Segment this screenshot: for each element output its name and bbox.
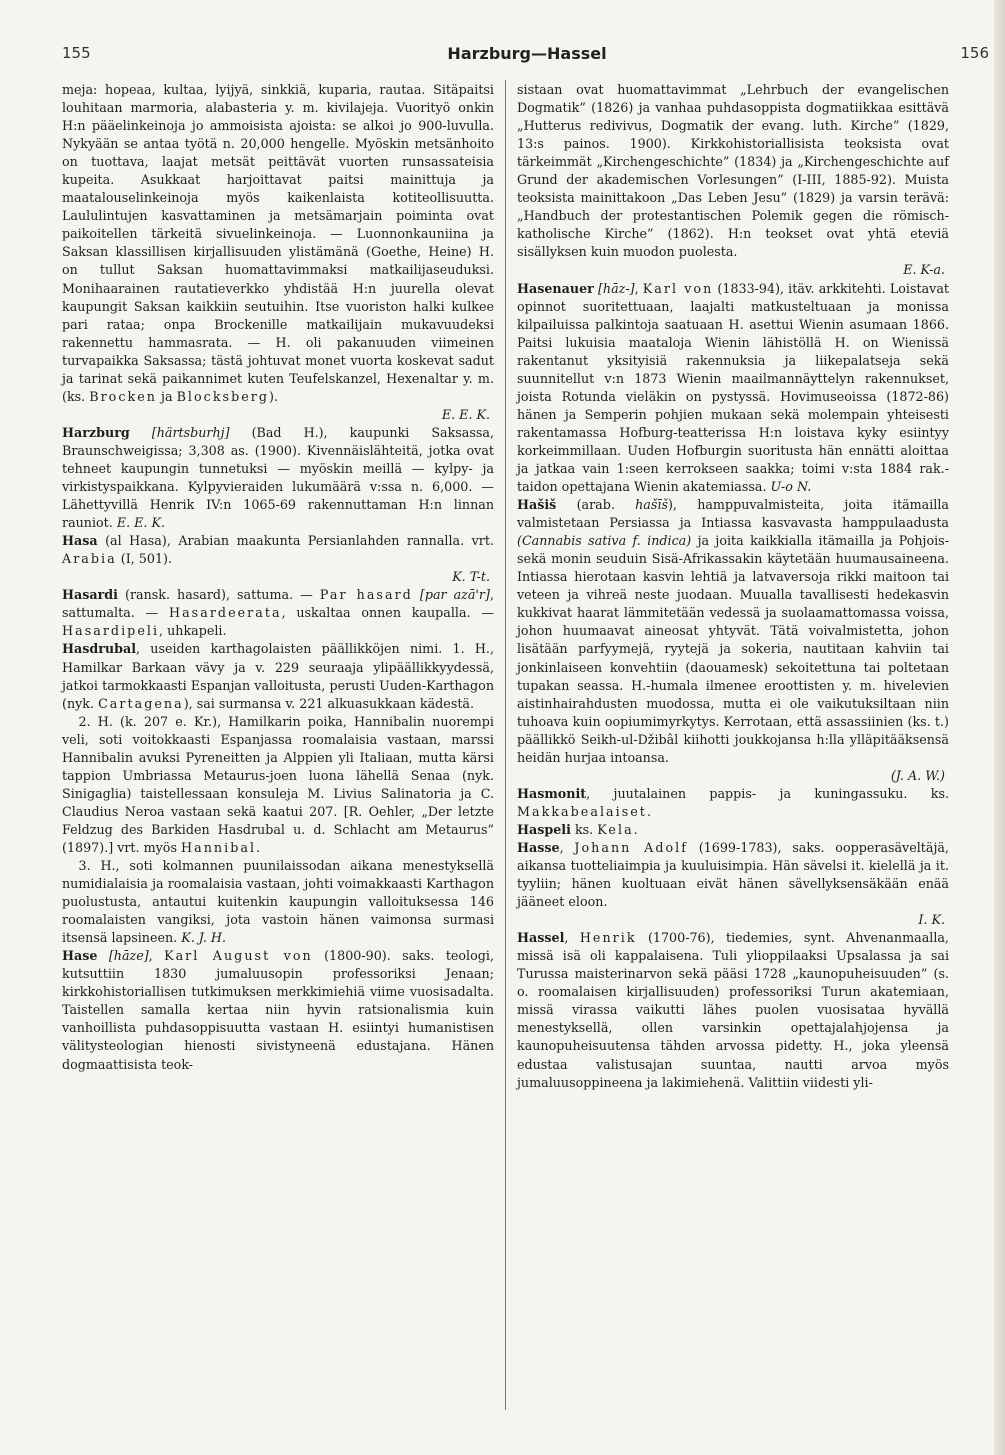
headword: Hasardi — [62, 587, 118, 603]
author-signature: E. E. K. — [116, 515, 166, 531]
entry-hasse: Hasse, Johann Adolf (1699-1783), saks. oopperasäveltäjä, aikansa tuotteliaimpia ja kuuluisimpia. Hän sävelsi it. kielellä ja it. tyyliin; hänen kuoltuaan eivät hänen sävellyksensäkään enää jääneet eloon. — [517, 839, 949, 910]
page-edge — [994, 0, 1005, 1455]
entry-hassel: Hassel, Henrik (1700-76), tiedemies, synt. Ahvenanmaalla, missä isä oli kappalaisena. Tuli ylioppilaaksi Upsalassa ja sai Turussa maisterinarvon sekä pääsi 1728 „kaunopuheisuuden” (s. o. roomalaisen kirjallisuuden) professoriksi Turun akatemiaan, missä virassa vaikutti lähes puolen vuosisataa hyvällä menestyksellä, ollen varsinkin opettajalahjojensa ja kaunopuheisuutensa tähden arvossa pidetty. H., joka yleensä edustaa valistusajan suuntaa, nautti arvoa myös jumaluusoppineena ja lakimiehenä. Valittiin viidesti yli- — [517, 930, 949, 1090]
headword: Hasenauer — [517, 280, 594, 296]
left-column — [62, 81, 494, 1074]
column-divider — [505, 80, 506, 1410]
headword: Hašiš — [517, 497, 557, 513]
page-number-right: 156 — [960, 44, 989, 62]
headword: Harzburg — [62, 424, 130, 440]
headword: Hasa — [62, 533, 98, 549]
entry-hasis: Hašiš (arab. hašīš), hamppuvalmisteita, joita itämailla valmistetaan Persiassa ja Intiassa kasvavasta hamppulaadusta (Cannabis sativa f. indica) ja joita kaikkialla itämailla ja Pohjois- sekä monin seuduin Sisä-Afrikassakin käytetään huumausaineena. Intiassa hierotaan kasvin lehtiä ja latvaversoja rikki maitoon tai veteen ja vihreä neste juodaan. Muualla tavallisesti hedekasvin kukkivat haarat lämmitetään vedessä ja suolaamattomassa voissa, johon huumaavat aineosat yhtyvät. Tätä voivalmistetta, johon lisätään parfyymejä, ryytejä ja sokeria, nautitaan kahviin tai jonkinlaiseen konvehtiin (daouamesk) sekoitettuna tai poltetaan tupakan seassa. H.-humala ilmenee eroottisten y. m. hivelevien aistinhairahdusten muodossa, mutta ei ole vaikutuksiltaan niin tuhoava kuin oopiumimyrkytys. Kerrotaan, että assassiinien (ks. t.) päällikkö Seikh-ul-Džibâl kiihotti joukkojansa h:lla ylläpitääksensä heidän hurjaa intoansa. — [517, 497, 949, 765]
running-title: Harzburg—Hassel — [447, 44, 607, 63]
page-number-left: 155 — [62, 44, 91, 62]
author-signature: I. K. — [918, 912, 945, 928]
entry-hasdrubal: Hasdrubal, useiden karthagolaisten päällikköjen nimi. 1. H., Hamilkar Barkaan vävy ja v. 229 seuraaja ylipäällikkyydessä, jatkoi tarmokkaasti Espanjan valloitusta, perusti Uuden-Karthagon (nyk. Cartagena), sai surmansa v. 221 alkuasukkaan kädestä. — [62, 641, 494, 711]
entry-hasdrubal-3: 3. H., soti kolmannen puunilaissodan aikana menestyksellä numidialaisia ja roomalaisia vastaan, johti voimakkaasti Karthagon puolustusta, antautui kuitenkin kaupungin valloituksessa 146 roomalaisten vangiksi, jota vastoin hänen vaimonsa surmasi itsensä lapsineen. K. J. H. — [62, 858, 494, 946]
headword: Haspeli — [517, 821, 571, 837]
harz-continuation: meja: hopeaa, kultaa, lyijyä, sinkkiä, kuparia, rautaa. Sitäpaitsi louhitaan marmoria, alabasteria y. m. kivilajeja. Vuorityö onkin H:n pääelinkeinoja jo ammoisista ajoista: se alkoi jo 900-luvulla. Nykyään se antaa työtä n. 20,000 hengelle. Myöskin metsänhoito on tuottava, laajat metsät peittävät vuorten runsassateisia kupeita. Asukkaat harjoittavat paitsi mainittuja ja maatalouselinkeinoja myös kaikenlaista kotiteollisuutta. Laululintujen kasvattaminen ja metsämarjain poiminta ovat paikoitellen tärkeitä sivuelinkeinoja. — Luonnonkauniina ja Saksan klassillisen kirjallisuuden ylistämänä (Goethe, Heine) H. on tullut Saksan huomattavimmaksi matkailijaseuduksi. Monihaarainen rautatieverkko yhdistää H:n juurella olevat kaupungit Saksan kaikkiin seutuihin. Itse vuoriston halki kulkee pari rataa; onpa Brockenille matkailijain mukavuudeksi rakennettu hammasrata. — H. oli pakanuuden viimeinen turvapaikka Saksassa; tästä johtuvat monet vuorta koskevat sadut ja tarinat sekä paikannimet kuten Teufelskanzel, Hexenaltar y. m. (ks. Brocken ja Blocksberg). — [62, 82, 494, 404]
headword: Hasse — [517, 839, 560, 855]
headword: Hasmonit — [517, 785, 587, 801]
author-signature: K. T-t. — [452, 569, 490, 585]
entry-hasardi: Hasardi (ransk. hasard), sattuma. — Par hasard [par azā'r], sattumalta. — Hasardeerata, uskaltaa onnen kaupalla. — Hasardipeli, uhkapeli. — [62, 587, 494, 639]
headword: Hassel — [517, 930, 565, 946]
headword: Hase — [62, 948, 98, 964]
entry-hasmonit: Hasmonit, juutalainen pappis- ja kuningassuku. ks. Makkabealaiset. — [517, 785, 949, 819]
headword: Hasdrubal — [62, 641, 137, 657]
entry-hase: Hase [hāze], Karl August von (1800-90). saks. teologi, kutsuttiin 1830 jumaluusopin professoriksi Jenaan; kirkkohistoriallisen tutkimuksen merkkimiehiä viime vuosisadalta. Taistellen samalla kertaa niin hyvin ratsionalismia kuin vanhoillista puhdasoppisuutta vastaan H. esiintyi humanistisen välitysteologian hienosti sivistyneenä edustajana. Hänen dogmaattisista teok- — [62, 948, 494, 1072]
author-signature: (J. A. W.) — [890, 767, 945, 783]
entry-hasdrubal-2: 2. H. (k. 207 e. Kr.), Hamilkarin poika, Hannibalin nuorempi veli, soti voitokkaasti Espanjassa roomalaisia vastaan, marssi Hannibalin avuksi Pyreneitten ja Alppien yli Italiaan, mutta kärsi tappion Umbriassa Metaurus-joen luona lähellä Senaa (nyk. Sinigaglia) taistellessaan konsuleja M. Livius Salinatoria ja C. Claudius Neroa vastaan sekä kaatui 207. [R. Oehler, „Der letzte Feldzug des Barkiden Hasdrubal u. d. Schlacht am Metaurus” (1897).] vrt. myös Hannibal. — [62, 713, 494, 855]
right-column — [517, 81, 949, 1092]
entry-harzburg: Harzburg [härtsburhj] (Bad H.), kaupunki Saksassa, Braunschweigissa; 3,308 as. (1900). Kivennäislähteitä, jotka ovat tehneet kaupungin tunnetuksi — myöskin meillä — kylpy- ja virkistyspaikkana. Kylpyvieraiden lukumäärä v:ssa n. 6,000. — Lähettyvillä Henrik IV:n 1065-69 rakennuttaman H:n linnan rauniot. E. E. K. — [62, 424, 494, 531]
author-signature: E. K-a. — [903, 262, 945, 278]
entry-hasenauer: Hasenauer [hāz-], Karl von (1833-94), itäv. arkkitehti. Loistavat opinnot suoritettuaan, laajalti matkusteltuaan ja monissa kilpailuissa palkintoja saatuaan H. asettui Wienin asumaan 1866. Paitsi lukuisia maataloja Wienin lähistöllä H. on Wienissä rakentanut yksityisiä rakennuksia ja liikepalatseja sekä suunnitellut v:n 1873 Wienin maailmannäyttelyn rakennukset, joista Rotunda vieläkin on pystyssä. Hovimuseoissa (1872-86) hänen ja Semperin pohjien mukaan sekä molempain yhteisesti rakentamassa Hofburg-teatterissa H:n loistava kyky esiintyy korkeimmillaan. Uuden Hofburgin suoritusta hän ennätti aloittaa ja jatkaa vain 1:seen kerrokseen saakka; toimi v:sta 1884 rak.-taidon opettajana Wienin akatemiassa. U-o N. — [517, 280, 949, 495]
page-header — [62, 44, 992, 68]
author-signature: U-o N. — [770, 479, 812, 495]
entry-haspeli: Haspeli ks. Kela. — [517, 821, 638, 837]
hase-continuation: sistaan ovat huomattavimmat „Lehrbuch der evangelischen Dogmatik” (1826) ja vanhaa puhdasoppista dogmatiikkaa esittävä „Hutterus redivivus, Dogmatik der evang. luth. Kirche” (1829, 13:s painos. 1900). Kirkkohistoriallisista teoksista ovat tärkeimmät „Kirchengeschichte” (1834) ja „Kirchengeschichte auf Grund der akademischen Vorlesungen” (I-III, 1885-92). Muista teoksista mainittakoon „Das Leben Jesu” (1829) ja varsin terävä: „Handbuch der protestantischen Polemik gegen die römisch-katholische Kirche” (1862). H:n teokset ovat yhtä eteviä sisällyksen kuin muodon puolesta. — [517, 82, 949, 260]
author-signature: K. J. H. — [181, 930, 227, 946]
entry-hasa: Hasa (al Hasa), Arabian maakunta Persianlahden rannalla. vrt. Arabia (I, 501). — [62, 533, 494, 567]
author-signature: E. E. K. — [441, 406, 490, 422]
